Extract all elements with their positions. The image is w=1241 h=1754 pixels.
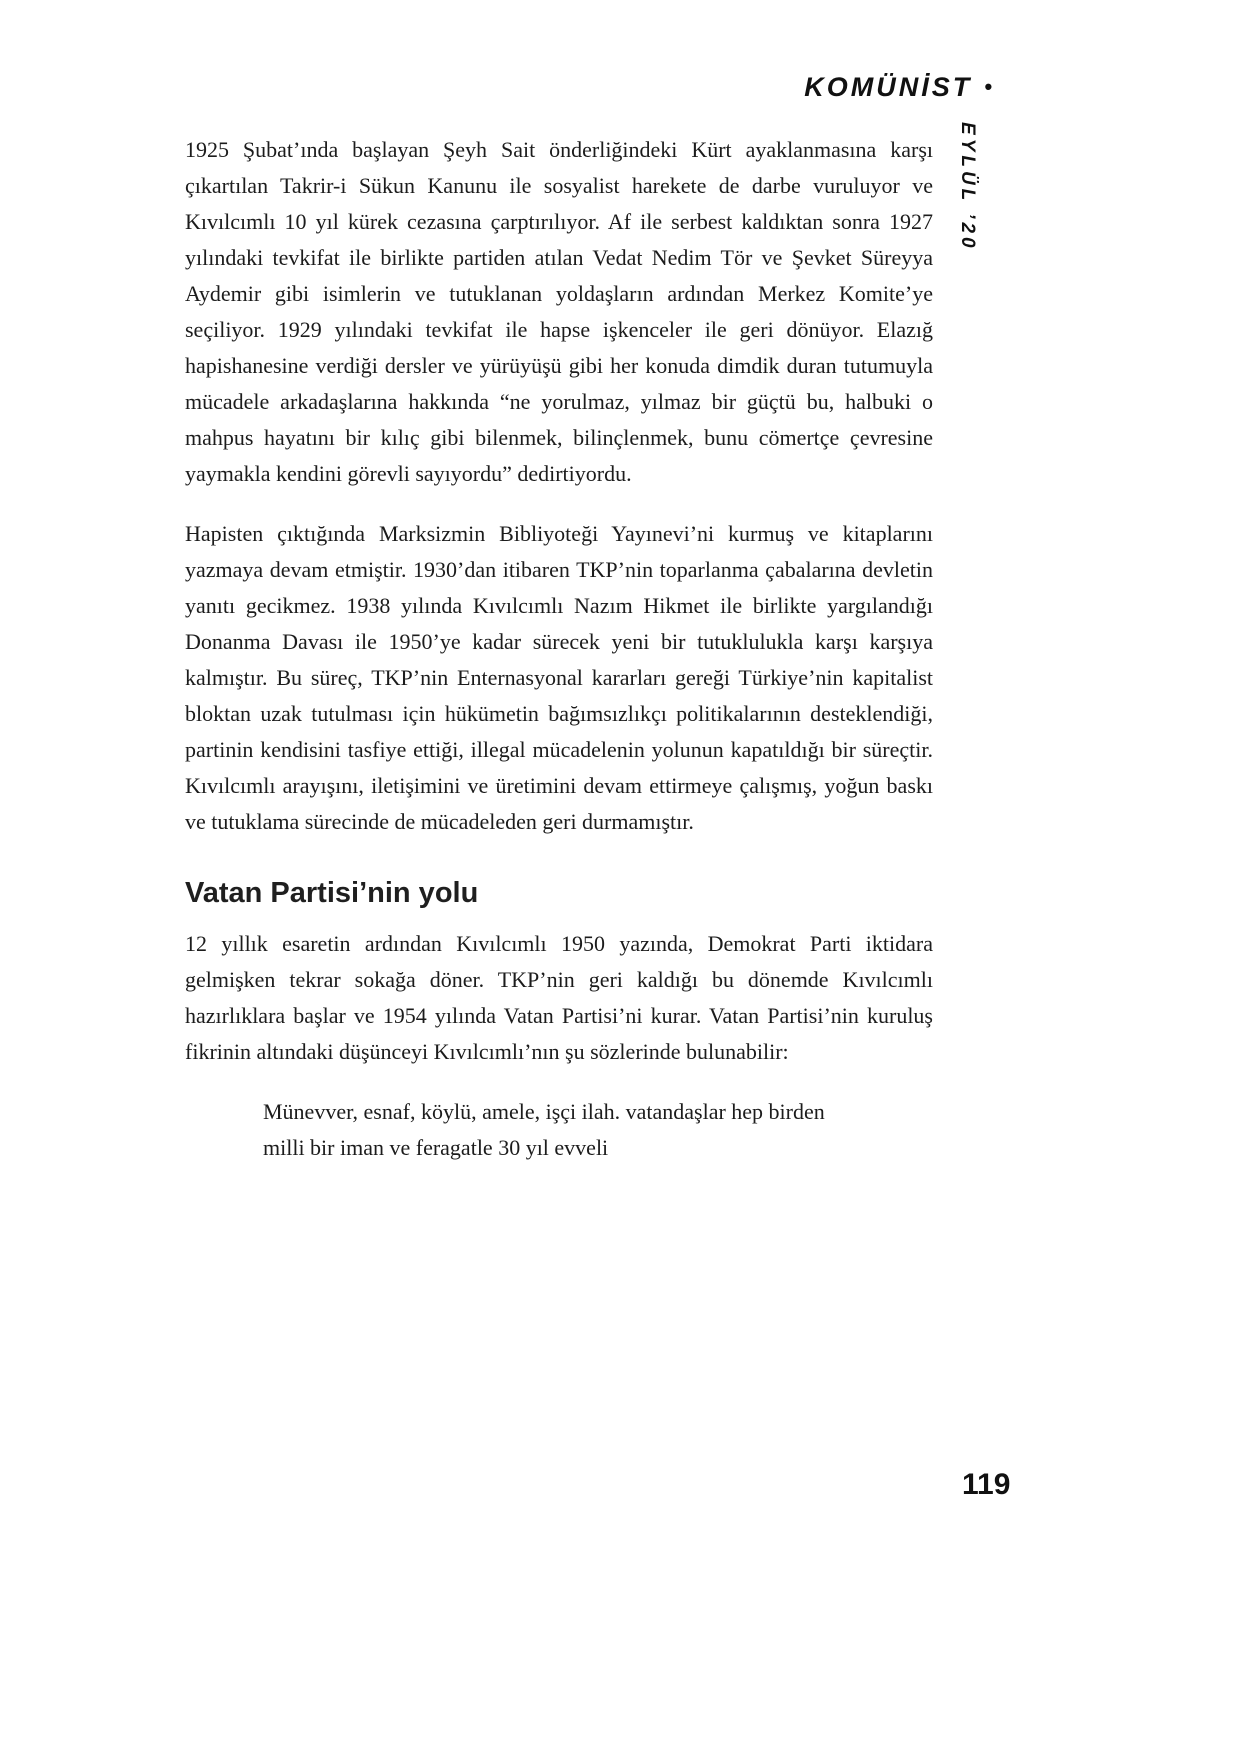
paragraph-1: 1925 Şubat’ında başlayan Şeyh Sait önderliğindeki Kürt ayaklanmasına karşı çıkartılan Takrir-i Sükun Kanunu ile sosyalist harekete de darbe vuruluyor ve Kıvılcımlı 10 yıl kürek cezasına çarptırılıyor. Af ile serbest kaldıktan sonra 1927 yılındaki tevkifat ile birlikte partiden atılan Vedat Nedim Tör ve Şevket Süreyya Aydemir gibi isimlerin ve tutuklanan yoldaşların ardından Merkez Komite’ye seçiliyor. 1929 yılındaki tevkifat ile hapse işkenceler ile geri dönüyor. Elazığ hapishanesine verdiği dersler ve yürüyüşü gibi her konuda dimdik duran tutumuyla mücadele arkadaşlarına hakkında “ne yorulmaz, yılmaz bir güçtü bu, halbuki o mahpus hayatını bir kılıç gibi bilenmek, bilinçlenmek, bunu cömertçe çevresine yaymakla kendini görevli sayıyordu” dedirtiyordu.	[185, 137, 933, 486]
paragraph-2: Hapisten çıktığında Marksizmin Bibliyoteği Yayınevi’ni kurmuş ve kitaplarını yazmaya devam etmiştir. 1930’dan itibaren TKP’nin toparlanma çabalarına devletin yanıtı gecikmez. 1938 yılında Kıvılcımlı Nazım Hikmet ile birlikte yargılandığı Donanma Davası ile 1950’ye kadar sürecek yeni bir tutuklulukla karşı karşıya kalmıştır. Bu süreç, TKP’nin Enternasyonal kararları gereği Türkiye’nin kapitalist bloktan uzak tutulması için hükümetin bağımsızlıkçı politikalarının desteklendiği, partinin kendisini tasfiye ettiği, illegal mücadelenin yolunun kapatıldığı bir süreçtir. Kıvılcımlı arayışını, iletişimini ve üretimini devam ettirmeye çalışmış, yoğun baskı ve tutuklama sürecinde de mücadeleden geri durmamıştır.	[185, 521, 933, 834]
magazine-title: KOMÜNİST	[804, 72, 973, 102]
article-body	[185, 132, 933, 1166]
block-quote: Münevver, esnaf, köylü, amele, işçi ilah. vatandaşlar hep birden milli bir iman ve feragatle 30 yıl evveli	[263, 1099, 825, 1160]
page-number: 119	[962, 1468, 1011, 1501]
paragraph-3: 12 yıllık esaretin ardından Kıvılcımlı 1950 yazında, Demokrat Parti iktidara gelmişken tekrar sokağa döner. TKP’nin geri kaldığı bu dönemde Kıvılcımlı hazırlıklara başlar ve 1954 yılında Vatan Partisi’ni kurar. Vatan Partisi’nin kuruluş fikrinin altındaki düşünceyi Kıvılcımlı’nın şu sözlerinde bulunabilir:	[185, 931, 933, 1064]
section-heading: Vatan Partisi’nin yolu	[185, 877, 479, 909]
issue-date-vertical: EYLÜL ’20	[957, 122, 978, 252]
masthead	[560, 72, 992, 103]
bullet-icon: •	[984, 74, 992, 99]
